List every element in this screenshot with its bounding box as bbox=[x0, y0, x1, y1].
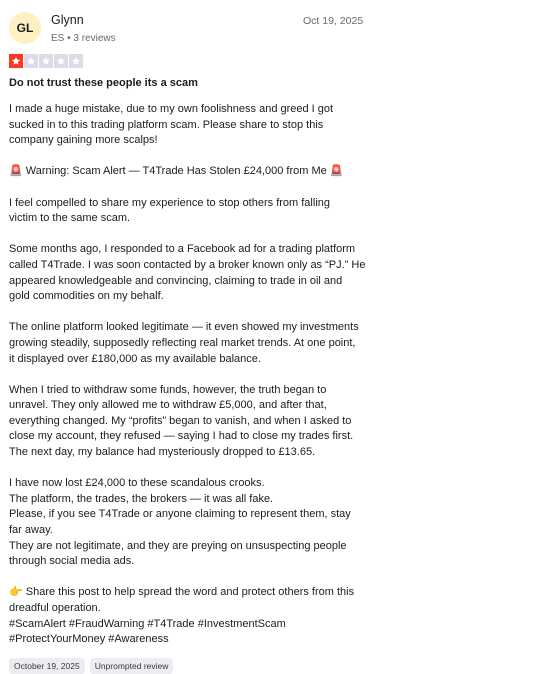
reviewer-meta bbox=[51, 31, 116, 47]
review-body bbox=[9, 102, 374, 648]
review-paragraph: 👉 Share this post to help spread the word and protect others from this dreadful operation. #ScamAlert #FraudWarning #T4Trade #InvestmentScam #ProtectYourMoney #Awareness bbox=[9, 586, 355, 646]
reviewer-info bbox=[51, 10, 116, 47]
review-header bbox=[9, 10, 557, 54]
review-paragraph: I feel compelled to share my experience to stop others from falling victim to the same scam. bbox=[9, 196, 330, 225]
star-icon bbox=[39, 54, 53, 68]
star-icon bbox=[54, 54, 68, 68]
avatar[interactable]: GL bbox=[9, 12, 41, 44]
review-title[interactable]: Do not trust these people its a scam bbox=[9, 77, 198, 89]
star-icon bbox=[69, 54, 83, 68]
reviewer-country: ES bbox=[51, 33, 65, 44]
review-paragraph: The online platform looked legitimate — it even showed my investments growing steadily, supposedly reflecting real market trends. At one point, it displayed over £180,000 as my available balance. bbox=[9, 321, 359, 365]
reviewer-name[interactable]: Glynn bbox=[51, 13, 84, 27]
review-paragraph: Some months ago, I responded to a Facebook ad for a trading platform called T4Trade. I was soon contacted by a broker known only as “PJ.” He appeared knowledgeable and convincing, claiming to trade in oil and gold commodities on my behalf. bbox=[9, 243, 366, 303]
reviewer-review-count: 3 reviews bbox=[73, 33, 116, 44]
review-type-tag[interactable]: Unprompted review bbox=[90, 658, 174, 674]
review-paragraph: I have now lost £24,000 to these scandalous crooks. The platform, the trades, the brokers — it was all fake. Please, if you see T4Trade or anyone claiming to represent them, stay far away. They are not legitimate, and they are preying on unsuspecting people through social media ads. bbox=[9, 477, 351, 568]
meta-separator: • bbox=[67, 33, 71, 44]
star-icon bbox=[9, 54, 23, 68]
star-icon bbox=[24, 54, 38, 68]
review-date: Oct 19, 2025 bbox=[303, 15, 364, 27]
star-rating bbox=[9, 54, 557, 68]
review-tags bbox=[9, 658, 557, 674]
experience-date-tag: October 19, 2025 bbox=[9, 658, 85, 674]
review-paragraph: When I tried to withdraw some funds, however, the truth began to unravel. They only allowed me to withdraw £5,000, and after that, everything changed. My “profits” began to vanish, and when I asked to close my account, they refused — saying I had to close my trades first. The next day, my balance had mysteriously dropped to £13.65. bbox=[9, 383, 354, 459]
review-paragraph: 🚨 Warning: Scam Alert — T4Trade Has Stolen £24,000 from Me 🚨 bbox=[9, 165, 344, 178]
review-paragraph: I made a huge mistake, due to my own foolishness and greed I got sucked in to this trading platform scam. Please share to stop this company gaining more scalps! bbox=[9, 103, 334, 147]
